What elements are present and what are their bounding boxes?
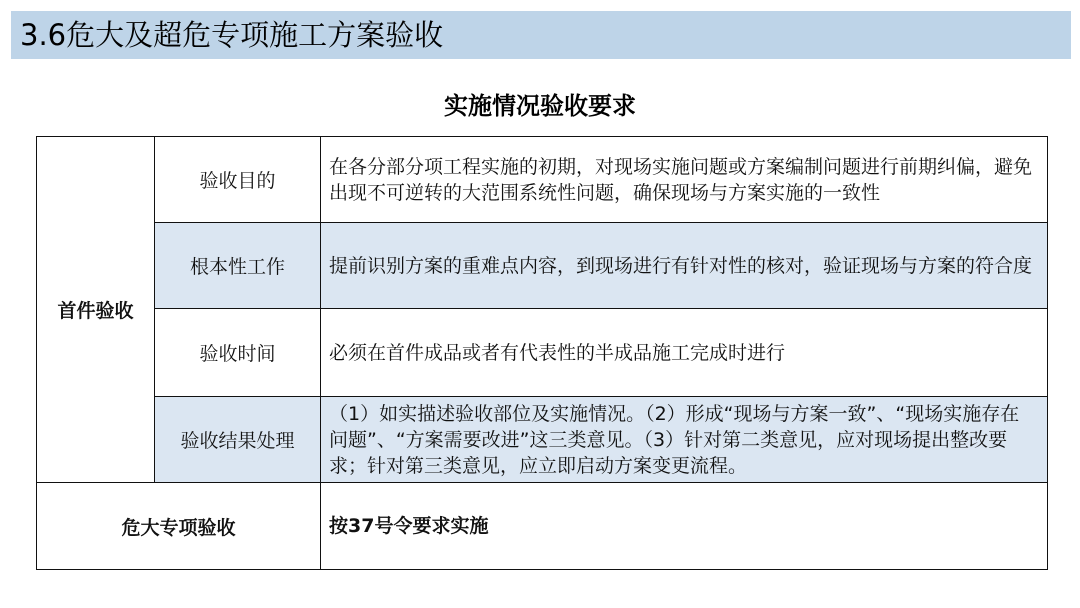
row-label: 验收时间 [155,309,321,397]
row-desc: 在各分部分项工程实施的初期，对现场实施问题或方案编制问题进行前期纠偏，避免出现不可逆转的大范围系统性问题，确保现场与方案实施的一致性 [321,137,1048,223]
row-desc: （1）如实描述验收部位及实施情况。（2）形成“现场与方案一致”、“现场实施存在问题”、“方案需要改进”这三类意见。（3）针对第二类意见，应对现场提出整改要求；针对第三类意见，应立即启动方案变更流程。 [321,397,1048,483]
row-desc: 必须在首件成品或者有代表性的半成品施工完成时进行 [321,309,1048,397]
row-label: 验收目的 [155,137,321,223]
row-desc: 提前识别方案的重难点内容，到现场进行有针对性的核对，验证现场与方案的符合度 [321,223,1048,309]
table-row [37,309,1048,397]
table-row [37,483,1048,570]
header-bar [11,11,1071,59]
table-row [37,397,1048,483]
acceptance-table [36,136,1048,570]
page-title: 3.6危大及超危专项施工方案验收 [20,18,444,52]
table-row [37,137,1048,223]
table-row [37,223,1048,309]
category-cell-first: 首件验收 [37,137,155,483]
row-label: 验收结果处理 [155,397,321,483]
section-subtitle: 实施情况验收要求 [444,92,636,120]
category-cell-second: 危大专项验收 [37,483,321,570]
row-label: 根本性工作 [155,223,321,309]
row-desc: 按37号令要求实施 [321,483,1048,570]
